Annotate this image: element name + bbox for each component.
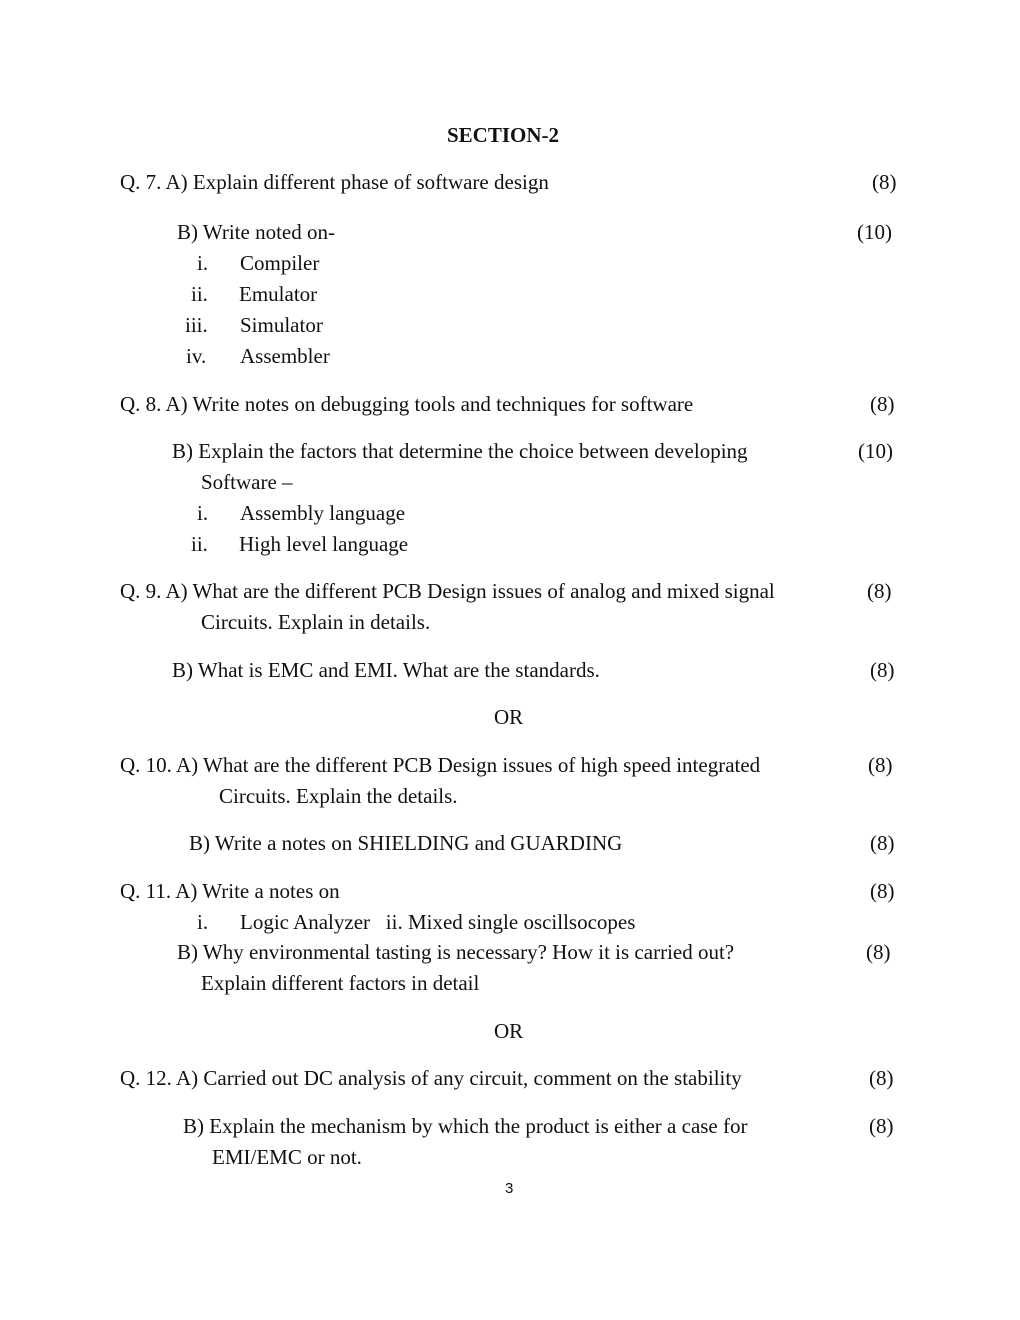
question-10a-continuation: Circuits. Explain the details. — [219, 784, 458, 808]
list-item: Assembly language — [240, 501, 406, 525]
question-10a-marks: (8) — [868, 753, 893, 777]
question-8b-marks: (10) — [858, 439, 893, 463]
list-item: Compiler — [240, 251, 320, 275]
list-item: Logic Analyzer ii. Mixed single oscillsocopes — [240, 910, 636, 934]
question-10b-marks: (8) — [870, 831, 895, 855]
question-7b-marks: (10) — [857, 220, 892, 244]
question-7b: B) Write noted on- — [177, 220, 335, 244]
question-9a: Q. 9. A) What are the different PCB Design issues of analog and mixed signal — [120, 579, 775, 603]
question-11b-continuation: Explain different factors in detail — [201, 971, 480, 995]
question-12a-marks: (8) — [869, 1066, 894, 1090]
section-title: SECTION-2 — [447, 123, 560, 147]
list-item-number: ii. — [191, 532, 208, 556]
question-8a: Q. 8. A) Write notes on debugging tools and techniques for software — [120, 392, 694, 416]
question-8b-continuation: Software – — [201, 470, 293, 494]
question-12a: Q. 12. A) Carried out DC analysis of any circuit, comment on the stability — [120, 1066, 742, 1090]
question-8b: B) Explain the factors that determine the choice between developing — [172, 439, 748, 463]
or-divider: OR — [494, 1019, 524, 1043]
list-item-number: ii. — [191, 282, 208, 306]
question-11a: Q. 11. A) Write a notes on — [120, 879, 340, 903]
question-10b: B) Write a notes on SHIELDING and GUARDING — [189, 831, 623, 855]
list-item: Emulator — [239, 282, 318, 306]
question-12b-marks: (8) — [869, 1114, 894, 1138]
question-9a-marks: (8) — [867, 579, 892, 603]
page-number: 3 — [505, 1180, 514, 1197]
question-9b: B) What is EMC and EMI. What are the standards. — [172, 658, 600, 682]
question-7a: Q. 7. A) Explain different phase of software design — [120, 170, 549, 194]
question-8a-marks: (8) — [870, 392, 895, 416]
list-item-number: iii. — [185, 313, 208, 337]
list-item-number: i. — [197, 501, 209, 525]
or-divider: OR — [494, 705, 524, 729]
question-11b-marks: (8) — [866, 940, 891, 964]
question-11a-marks: (8) — [870, 879, 895, 903]
question-12b-continuation: EMI/EMC or not. — [212, 1145, 362, 1169]
list-item-number: i. — [197, 251, 209, 275]
question-9a-continuation: Circuits. Explain in details. — [201, 610, 431, 634]
list-item: Simulator — [240, 313, 323, 337]
list-item: High level language — [239, 532, 409, 556]
question-7a-marks: (8) — [872, 170, 897, 194]
question-12b: B) Explain the mechanism by which the product is either a case for — [183, 1114, 748, 1138]
question-11b: B) Why environmental tasting is necessary? How it is carried out? — [177, 940, 735, 964]
list-item-number: iv. — [186, 344, 207, 368]
question-10a: Q. 10. A) What are the different PCB Design issues of high speed integrated — [120, 753, 761, 777]
list-item: Assembler — [240, 344, 330, 368]
list-item-number: i. — [197, 910, 209, 934]
question-9b-marks: (8) — [870, 658, 895, 682]
